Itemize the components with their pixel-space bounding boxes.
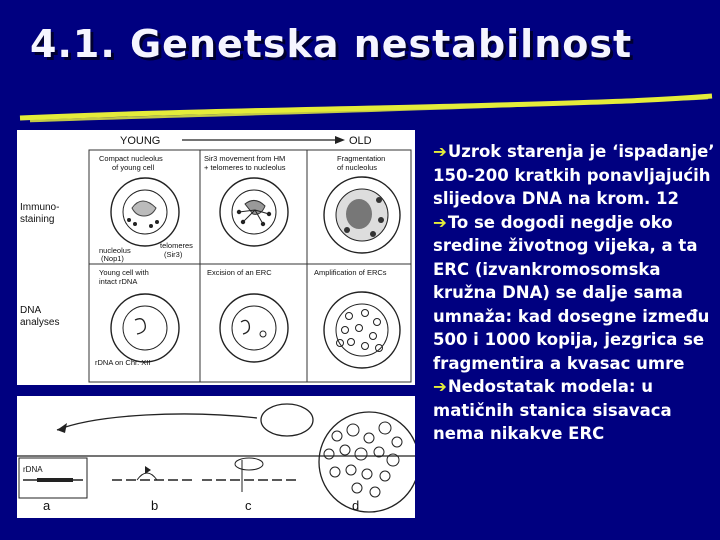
col3-top-1: Fragmentation: [337, 154, 386, 163]
telomeres-label-1: telomeres: [160, 241, 193, 250]
arrow-bullet-icon: ➔: [433, 377, 447, 396]
old-label: OLD: [349, 135, 372, 147]
young-cell-dna: [111, 294, 179, 362]
sir3-cell-immuno: [220, 178, 288, 246]
rdna-label: rDNA: [23, 465, 43, 474]
col2-top-1: Sir3 movement from HM: [204, 154, 286, 163]
young-label: YOUNG: [120, 135, 161, 147]
nucleolus-label-2: (Nop1): [101, 254, 124, 263]
col1-top-2: of young cell: [112, 163, 155, 172]
col1-mid-2: intact rDNA: [99, 277, 138, 286]
row-dna-label-1: DNA: [20, 305, 42, 316]
panel-c: [202, 458, 297, 492]
panel-letter-d: d: [352, 498, 360, 513]
col1-mid-1: Young cell with: [99, 268, 149, 277]
bullet-text: Nedostatak modela: u matičnih stanica sisavaca nema nikakve ERC: [433, 377, 672, 443]
row-immuno-label-2: staining: [20, 214, 55, 225]
panel-b: [112, 466, 192, 480]
title-underline: [0, 0, 720, 130]
bullet-item: [433, 140, 719, 211]
telomeres-label-2: (Sir3): [164, 250, 183, 259]
row-dna-label-2: analyses: [20, 317, 60, 328]
col3-top-2: of nucleolus: [337, 163, 378, 172]
figure-bottom: [17, 396, 415, 518]
col1-top-1: Compact nucleolus: [99, 154, 163, 163]
col3-mid: Amplification of ERCs: [314, 268, 387, 277]
bullet-text: To se dogodi negdje oko sredine životnog vijeka, a ta ERC (izvankromosomska kružna DNA) se dalje sama umnaža: kad dosegne između 500 i 1000 kopija, jezgrica se fragmentira a kvasac umre: [433, 212, 710, 373]
arrow-bullet-icon: ➔: [433, 142, 447, 161]
amplified-cell-dna: [324, 292, 400, 368]
rdna-chr-label: rDNA on Chr. XII: [95, 358, 151, 367]
arrow-bullet-icon: ➔: [433, 212, 447, 232]
row-immuno-label-1: Immuno-: [20, 202, 60, 213]
panel-letter-a: a: [43, 498, 51, 513]
figure-top: [17, 130, 415, 385]
bullet-list: [433, 140, 719, 446]
excision-cell-dna: [220, 294, 288, 362]
panel-letter-b: b: [151, 498, 159, 513]
bullet-item: [433, 375, 719, 446]
slide-title: 4.1. Genetska nestabilnost: [30, 22, 633, 66]
nucleolus-label-1: nucleolus: [99, 246, 131, 255]
arrow-right-icon: [335, 136, 345, 144]
fragmented-cell-immuno: [324, 177, 400, 253]
arrow-left-icon: [57, 423, 67, 433]
young-cell-immuno: [111, 178, 179, 246]
panel-d: [319, 412, 415, 512]
bullet-item: [433, 211, 719, 376]
panel-a: [19, 458, 87, 498]
bullet-text: Uzrok starenja je ‘ispadanje’ 150-200 kratkih ponavljajućih slijedova DNA na krom. 12: [433, 142, 715, 208]
panel-letter-c: c: [245, 498, 252, 513]
col2-top-2: + telomeres to nucleolus: [204, 163, 286, 172]
col2-mid: Excision of an ERC: [207, 268, 272, 277]
